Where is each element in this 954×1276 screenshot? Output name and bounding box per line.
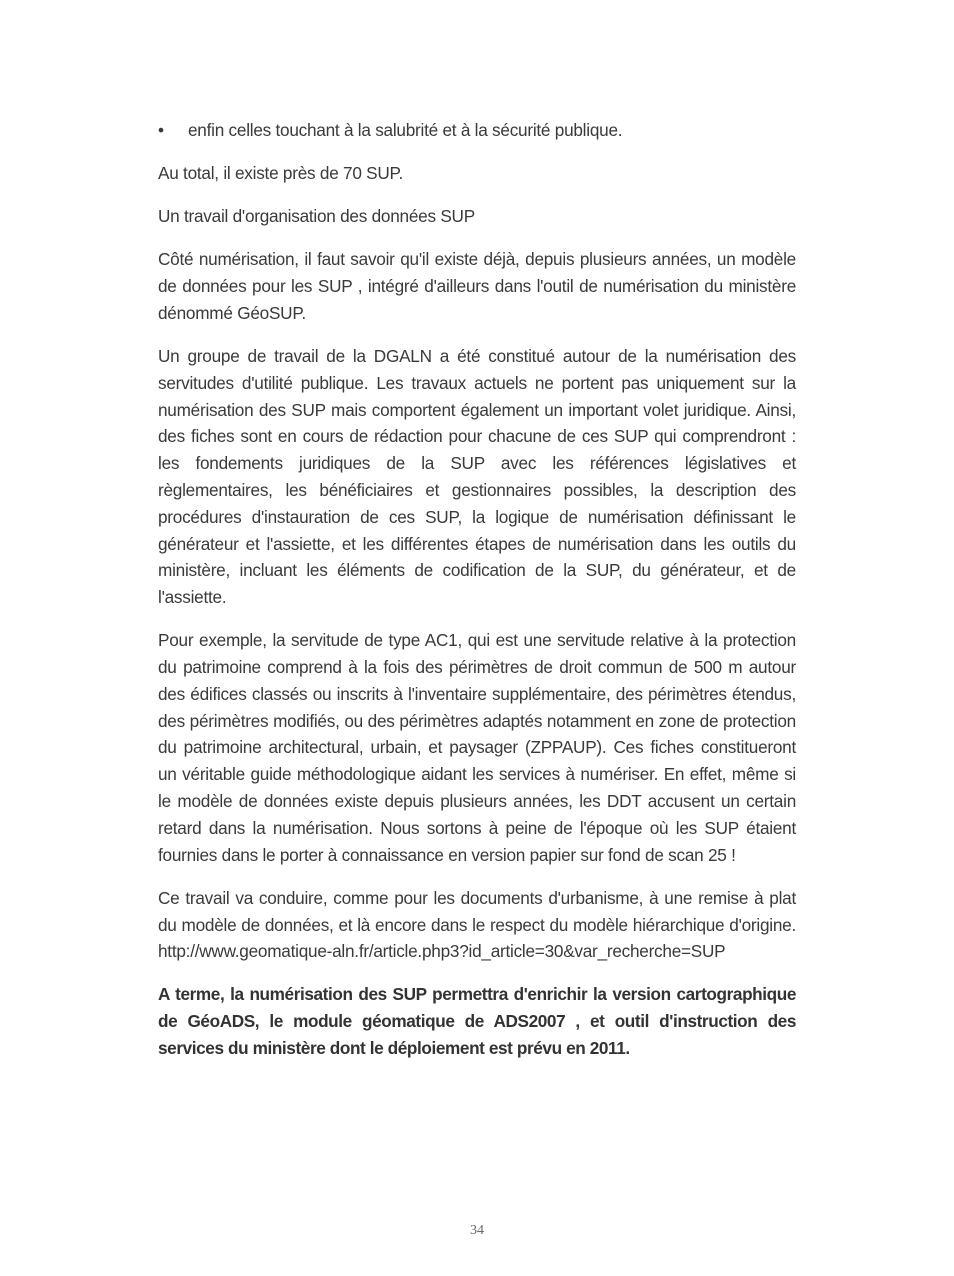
section-heading: Un travail d'organisation des données SUP — [158, 206, 475, 227]
paragraph-remise-a-plat — [158, 885, 796, 965]
bullet-list-item — [158, 117, 796, 144]
paragraph-conclusion: A terme, la numérisation des SUP permettra d'enrichir la version cartographique de GéoADS, le module géomatique de ADS2007 , et outil d'instruction des services du ministère dont le déploiement est prévu en 2011. — [158, 984, 796, 1058]
paragraph-groupe-travail: Un groupe de travail de la DGALN a été constitué autour de la numérisation des servitudes d'utilité publique. Les travaux actuels ne portent pas uniquement sur la numérisation des SUP mais comportent également un important volet juridique. Ainsi, des fiches sont en cours de rédaction pour chacune de ces SUP qui comprendront : les fondements juridiques de la SUP avec les références législatives et règlementaires, les bénéficiaires et gestionnaires possibles, la description des procédures d'instauration de ces SUP, la logique de numérisation définissant le générateur et l'assiette, et les différentes étapes de numérisation dans les outils du ministère, incluant les éléments de codification de la SUP, du générateur, et de l'assiette. — [158, 345, 796, 608]
document-page — [158, 117, 796, 1078]
page-number: 34 — [470, 1223, 484, 1238]
bullet-text: enfin celles touchant à la salubrité et à la sécurité publique. — [188, 120, 623, 140]
reference-url[interactable]: http://www.geomatique-aln.fr/article.php3?id_article=30&var_recherche=SUP — [158, 941, 726, 962]
paragraph-numerisation: Côté numérisation, il faut savoir qu'il existe déjà, depuis plusieurs années, un modèle de données pour les SUP , intégré d'ailleurs dans l'outil de numérisation du ministère dénommé GéoSUP. — [158, 249, 796, 323]
bullet-marker: • — [158, 120, 164, 140]
paragraph-text: Ce travail va conduire, comme pour les documents d'urbanisme, à une remise à plat du modèle de données, et là encore dans le respect du modèle hiérarchique d'origine. — [158, 887, 796, 935]
paragraph-exemple-ac1: Pour exemple, la servitude de type AC1, qui est une servitude relative à la protection du patrimoine comprend à la fois des périmètres de droit commun de 500 m autour des édifices classés ou inscrits à l'inventaire supplémentaire, des périmètres étendus, des périmètres modifiés, ou des périmètres adaptés notamment en zone de protection du patrimoine architectural, urbain, et paysager (ZPPAUP). Ces fiches constitueront un véritable guide méthodologique aidant les services à numériser. En effet, même si le modèle de données existe depuis plusieurs années, les DDT accusent un certain retard dans la numérisation. Nous sortons à peine de l'époque où les SUP étaient fournies dans le porter à connaissance en version papier sur fond de scan 25 ! — [158, 630, 796, 865]
paragraph-total-sup: Au total, il existe près de 70 SUP. — [158, 163, 404, 184]
